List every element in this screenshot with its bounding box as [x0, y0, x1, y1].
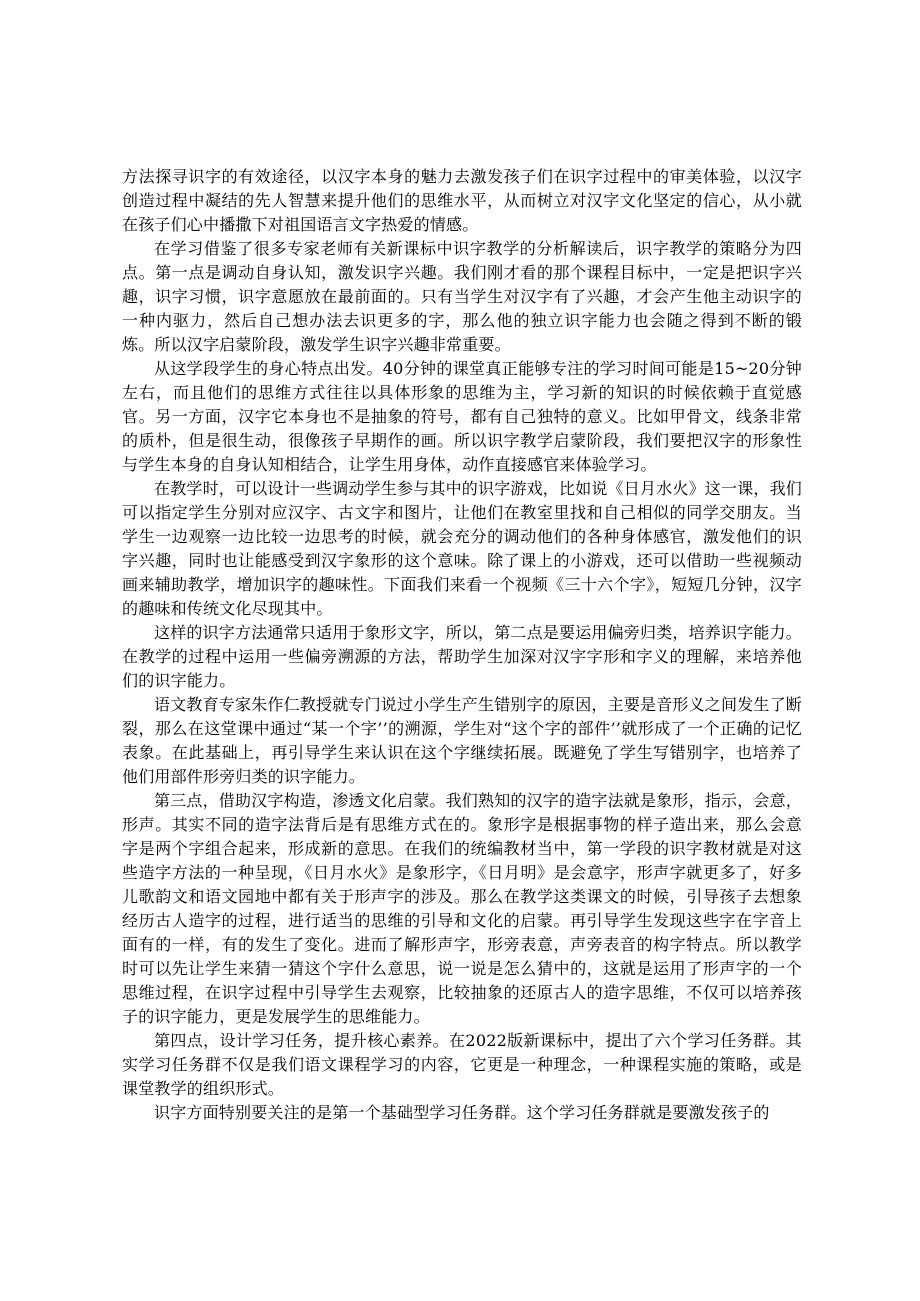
paragraph-continued: 方法探寻识字的有效途径，以汉字本身的魅力去激发孩子们在识字过程中的审美体验，以汉字创造过程中凝结的先人智慧来提升他们的思维水平，从而树立对汉字文化坚定的信心，从小就在孩子们心中播撒下对祖国语言文字热爱的情感。 [122, 167, 802, 234]
paragraph-strategy-intro: 在学习借鉴了很多专家老师有关新课标中识字教学的分析解读后，识字教学的策略分为四点。第一点是调动自身认知，激发识字兴趣。我们刚才看的那个课程目标中，一定是把识字兴趣，识字习惯，识字意愿放在最前面的。只有当学生对汉字有了兴趣，才会产生他主动识字的一种内驱力，然后自己想办法去识更多的字，那么他的独立识字能力也会随之得到不断的锻炼。所以汉字启蒙阶段，激发学生识字兴趣非常重要。 [122, 239, 802, 354]
paragraph-radical-classification: 这样的识字方法通常只适用于象形文字，所以，第二点是要运用偏旁归类，培养识字能力。在教学的过程中运用一些偏旁溯源的方法，帮助学生加深对汉字字形和字义的理解，来培养他们的识字能力。 [122, 623, 803, 690]
paragraph-student-traits: 从这学段学生的身心特点出发。40分钟的课堂真正能够专注的学习时间可能是15~20分钟左右，而且他们的思维方式往往以具体形象的思维为主，学习新的知识的时候依赖于直觉感官。另一方面，汉字它本身也不是抽象的符号，都有自己独特的意义。比如甲骨文，线条非常的质朴，但是很生动，很像孩子早期作的画。所以识字教学启蒙阶段，我们要把汉字的形象性与学生本身的自身认知相结合，让学生用身体，动作直接感官来体验学习。 [122, 359, 802, 474]
paragraph-teaching-games: 在教学时，可以设计一些调动学生参与其中的识字游戏，比如说《日月水火》这一课，我们可以指定学生分别对应汉字、古文字和图片，让他们在教室里找和自己相似的同学交朋友。当学生一边观察一边比较一边思考的时候，就会充分的调动他们的各种身体感官，激发他们的识字兴趣，同时也让能感受到汉字象形的这个意味。除了课上的小游戏，还可以借助一些视频动画来辅助教学，增加识字的趣味性。下面我们来看一个视频《三十六个字》，短短几分钟，汉字的趣味和传统文化尽现其中。 [122, 479, 803, 618]
paragraph-character-structure: 第三点，借助汉字构造，渗透文化启蒙。我们熟知的汉字的造字法就是象形，指示，会意，形声。其实不同的造字法背后是有思维方式在的。象形字是根据事物的样子造出来，那么会意字是两个字组合起来，形成新的意思。在我们的统编教材当中，第一学段的识字教材就是对这些造字方法的一种呈现，《日月水火》是象形字，《日月明》是会意字，形声字就更多了，好多儿歌韵文和语文园地中都有关于形声字的涉及。那么在教学这类课文的时候，引导孩子去想象经历古人造字的过程，进行适当的思维的引导和文化的启蒙。再引导学生发现这些字在字音上面有的一样，有的发生了变化。进而了解形声字，形旁表意，声旁表音的构字特点。所以教学时可以先让学生来猜一猜这个字什么意思，说一说是怎么猜中的，这就是运用了形声字的一个思维过程，在识字过程中引导学生去观察，比较抽象的还原古人的造字思维，不仅可以培养孩子的识字能力，更是发展学生的思维能力。 [122, 791, 803, 1026]
paragraph-expert-view: 语文教育专家朱作仁教授就专门说过小学生产生错别字的原因，主要是音形义之间发生了断裂，那么在这堂课中通过“某一个字’’的溯源，学生对“这个字的部件’’就形成了一个正确的记忆表象。在此基础上，再引导学生来认识在这个字继续拓展。既避免了学生写错别字，也培养了他们用部件形旁归类的识字能力。 [122, 695, 803, 786]
paragraph-learning-tasks: 第四点，设计学习任务，提升核心素养。在2022版新课标中，提出了六个学习任务群。其实学习任务群不仅是我们语文课程学习的内容，它更是一种理念，一种课程实施的策略，或是课堂教学的组织形式。 [122, 1031, 802, 1098]
paragraph-task-group: 识字方面特别要关注的是第一个基础型学习任务群。这个学习任务群就是要激发孩子的 [154, 1103, 770, 1122]
body-text [122, 165, 802, 1125]
